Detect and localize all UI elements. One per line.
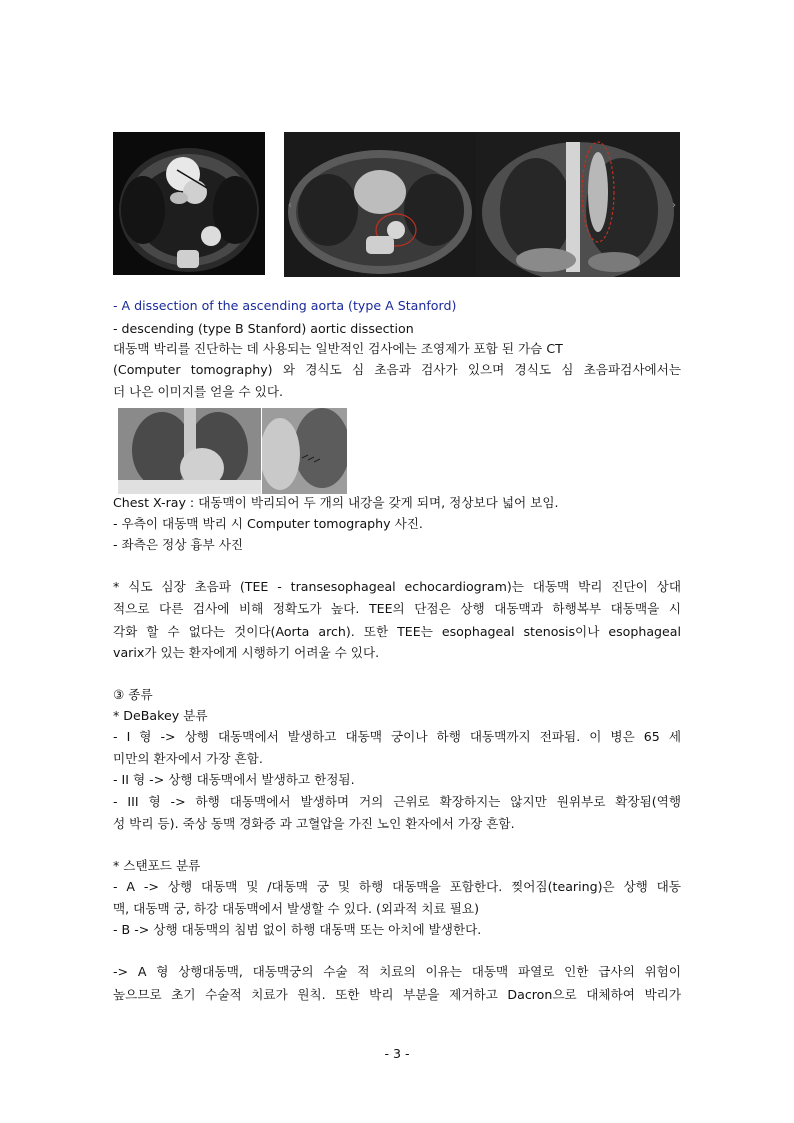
text-line-25: 높으므로 초기 수술적 치료가 원칙. 또한 박리 부분을 제거하고 Dacron으로 대체하여 박리가 [113,987,681,1002]
text-line-24: -> A 형 상행대동맥, 대동맥궁의 수술 적 치료의 이유는 대동맥 파열로 인한 급사의 위험이 [113,964,681,979]
text-line-2: - descending (type B Stanford) aortic dissection [113,321,414,336]
text-line-debakey: * DeBakey 분류 [113,708,208,723]
text-line-19: 성 박리 등). 죽상 동맥 경화증 과 고혈압을 가진 노인 환자에서 가장 흔함. [113,816,515,831]
page-number: - 3 - [384,1046,410,1061]
text-line-stanford: * 스탠포드 분류 [113,858,201,873]
ct-axial-ascending-aorta-image [113,132,265,275]
text-line-15: - I 형 -> 상행 대동맥에서 발생하고 대동맥 궁이나 하행 대동맥까지 전파됨. 이 병은 65 세 [113,729,681,744]
text-line-18: - III 형 -> 하행 대동맥에서 발생하며 거의 근위로 확장하지는 않지만 원위부로 확장됨(역행 [113,794,681,809]
text-line-6: Chest X-ray : 대동맥이 박리되어 두 개의 내강을 갖게 되며, 정상보다 넓어 보임. [113,495,559,510]
section-heading-types: ③ 종류 [113,687,153,702]
svg-text:›: › [672,200,676,211]
svg-text:‹: ‹ [288,200,292,211]
text-line-16: 미만의 환자에서 가장 흔함. [113,751,263,766]
text-line-9: * 식도 심장 초음파 (TEE - transesophageal echocardiogram)는 대동맥 박리 진단이 상대 [113,579,681,594]
ct-coronal-image [476,132,680,277]
chest-xray-closeup-image [262,408,347,494]
text-line-21: - A -> 상행 대동맥 및 /대동맥 궁 및 하행 대동맥을 포함한다. 찢어짐(tearing)은 상행 대동 [113,879,681,894]
text-line-8: - 좌측은 정상 흉부 사진 [113,537,244,552]
text-line-3: 대동맥 박리를 진단하는 데 사용되는 일반적인 검사에는 조영제가 포함 된 가슴 CT [113,341,563,356]
ct-axial-descending-aorta-image [284,132,476,277]
text-line-12: varix가 있는 환자에게 시행하기 어려울 수 있다. [113,645,380,660]
text-line-5: 더 나은 이미지를 얻을 수 있다. [113,384,284,399]
text-line-23: - B -> 상행 대동맥의 침범 없이 하행 대동맥 또는 아치에 발생한다. [113,922,482,937]
text-line-22: 맥, 대동맥 궁, 하강 대동맥에서 발생할 수 있다. (외과적 치료 필요) [113,901,480,916]
text-line-11: 각화 할 수 없다는 것이다(Aorta arch). 또한 TEE는 esophageal stenosis이나 esophageal [113,624,681,639]
text-line-17: - II 형 -> 상행 대동맥에서 발생하고 한정됨. [113,772,355,787]
text-line-7: - 우측이 대동맥 박리 시 Computer tomography 사진. [113,516,423,531]
text-line-10: 적으로 다른 검사에 비해 정확도가 높다. TEE의 단점은 상행 대동맥과 하행복부 대동맥을 시 [113,601,681,616]
text-line-1: - A dissection of the ascending aorta (type A Stanford) [113,298,457,313]
text-line-4: (Computer tomography) 와 경식도 심 초음과 검사가 있으며 경식도 심 초음파검사에서는 [113,362,681,377]
chest-xray-ap-image [118,408,261,494]
